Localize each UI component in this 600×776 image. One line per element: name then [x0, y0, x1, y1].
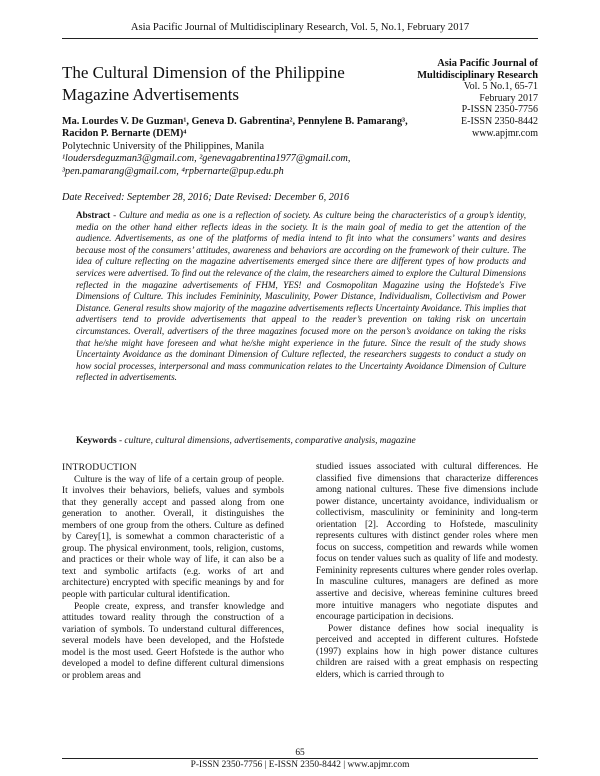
- abstract-text: - Culture and media as one is a reflection of society. As culture being the characteristics of a group’s identity, media on the other hand either reflects ideas in the society. It is the main goal of media to get the attention of the audience. Advertisements, as one of the platforms of media intend to fit into what the consumers’ wants and desires because most of the consumers’ attitudes, awareness and behaviors are according on the framework of their culture. The idea of culture reflecting on the magazine advertisements emerged since there are different types of how products and services were advertised. To find out the relevance of the claim, the researchers aimed to explore the Cultural Dimensions reflected in the magazine advertisements of FHM, YES! and Cosmopolitan Magazine using the Hofstede's Five Dimensions of Culture. This includes Femininity, Masculinity, Power Distance, Individualism, Collectivism and Power Distance. General results show majority of the magazine advertisements reflects Uncertainty Avoidance. This implies that advertisers tend to provide advertisements that appeal to the reader’s prevention on taking risk on uncertain circumstances. Overall, advertisers of the three magazines focused more on the person’s avoidance on taking the risks that he/she might have foreseen and what he/she might experience in the future. Since the result of the study shows Uncertainty Avoidance as the dominant Dimension of Culture reflected, the researchers suggests to conduct a study on how social processes, interpersonal and mass communication relates to the Uncertainty Avoidance Dimension of Culture reflected in advertisements.: [76, 210, 527, 383]
- running-head: Asia Pacific Journal of Multidisciplinary Research, Vol. 5, No.1, February 2017: [130, 22, 470, 33]
- author-emails-line1[interactable]: ¹loudersdeguzman3@gmail.com, ²genevagabrentina1977@gmail.com,: [62, 153, 351, 165]
- journal-eissn: E-ISSN 2350-8442: [461, 115, 538, 127]
- author-block: [62, 116, 422, 178]
- keywords-text: - culture, cultural dimensions, advertisements, comparative analysis, magazine: [118, 436, 416, 446]
- keywords: [76, 436, 526, 446]
- header-rule: [62, 38, 538, 39]
- journal-volume: Vol. 5 No.1, 65-71: [463, 81, 538, 93]
- journal-name-line1: Asia Pacific Journal of: [437, 58, 538, 69]
- paragraph: People create, express, and transfer knowledge and attitudes toward reality through the construction of a variation of symbols. To understand cultural differences, several models have been developed, and the Hofstede model is the most used. Geert Hofstede is the author who developed a model to define different cultural dimensions or problem areas and: [62, 601, 284, 681]
- journal-pissn: P-ISSN 2350-7756: [461, 104, 538, 116]
- body-column-right: [316, 462, 538, 681]
- abstract-label: Abstract: [76, 210, 111, 220]
- body-column-left: [62, 462, 284, 682]
- received-revised-dates: Date Received: September 28, 2016; Date Revised: December 6, 2016: [62, 192, 350, 203]
- footer-rule: [62, 758, 538, 759]
- author-emails-line2[interactable]: ³pen.pamarang@gmail.com, ⁴rpbernarte@pup.edu.ph: [62, 165, 284, 177]
- keywords-label: Keywords: [76, 436, 117, 446]
- article-title: The Cultural Dimension of the Philippine Magazine Advertisements: [62, 63, 345, 104]
- journal-date: February 2017: [479, 92, 538, 104]
- page-number: 65: [295, 748, 305, 758]
- journal-info: [410, 58, 538, 139]
- abstract: [76, 210, 526, 384]
- journal-name-line2: Multidisciplinary Research: [417, 69, 538, 81]
- section-heading-introduction: INTRODUCTION: [62, 462, 137, 473]
- author-names: Ma. Lourdes V. De Guzman¹, Geneva D. Gabrentina², Pennylene B. Pamarang³, Racidon P. Bernarte (DEM)⁴: [62, 116, 408, 140]
- author-affiliation: Polytechnic University of the Philippines, Manila: [62, 140, 265, 152]
- journal-site-link[interactable]: www.apjmr.com: [471, 127, 538, 139]
- paragraph: Power distance defines how social inequality is perceived and accepted in different cultures. Hofstede (1997) explains how in high power distance cultures children are raised with a great emphasis on respecting elders, which is carried through to: [316, 623, 538, 680]
- paragraph: studied issues associated with cultural differences. He classified five dimensions that characterize differences among national cultures. These five dimensions include power distance, uncertainty avoidance, individualism or collectivism, masculinity or femininity and long-term orientation [2]. According to Hofstede, masculinity represents cultures with distinct gender roles where men focus on success, competition and rewards while women focus on tender values such as quality of life and modesty. Femininity represents cultures where gender roles overlap. In masculine cultures, managers are defined as more assertive and decisive, whereas feminine cultures breed more intuitive managers who negotiate disputes and encourage participation in decisions.: [316, 462, 538, 623]
- footer: P-ISSN 2350-7756 | E-ISSN 2350-8442 | www.apjmr.com: [190, 760, 410, 770]
- paragraph: Culture is the way of life of a certain group of people. It involves their behaviors, beliefs, values and symbols that they generally accept and passed along from one generation to another. Overall, it distinguishes the members of one group from the others. Culture as defined by Carey[1], is somewhat a common characteristic of a group. The physical environment, tools, religion, customs, and practices or their whole way of life, it can also be a text and symbolic artifacts (e.g. works of art and architecture) encrypted with specific meanings by and for people with particular cultural identification.: [62, 474, 284, 601]
